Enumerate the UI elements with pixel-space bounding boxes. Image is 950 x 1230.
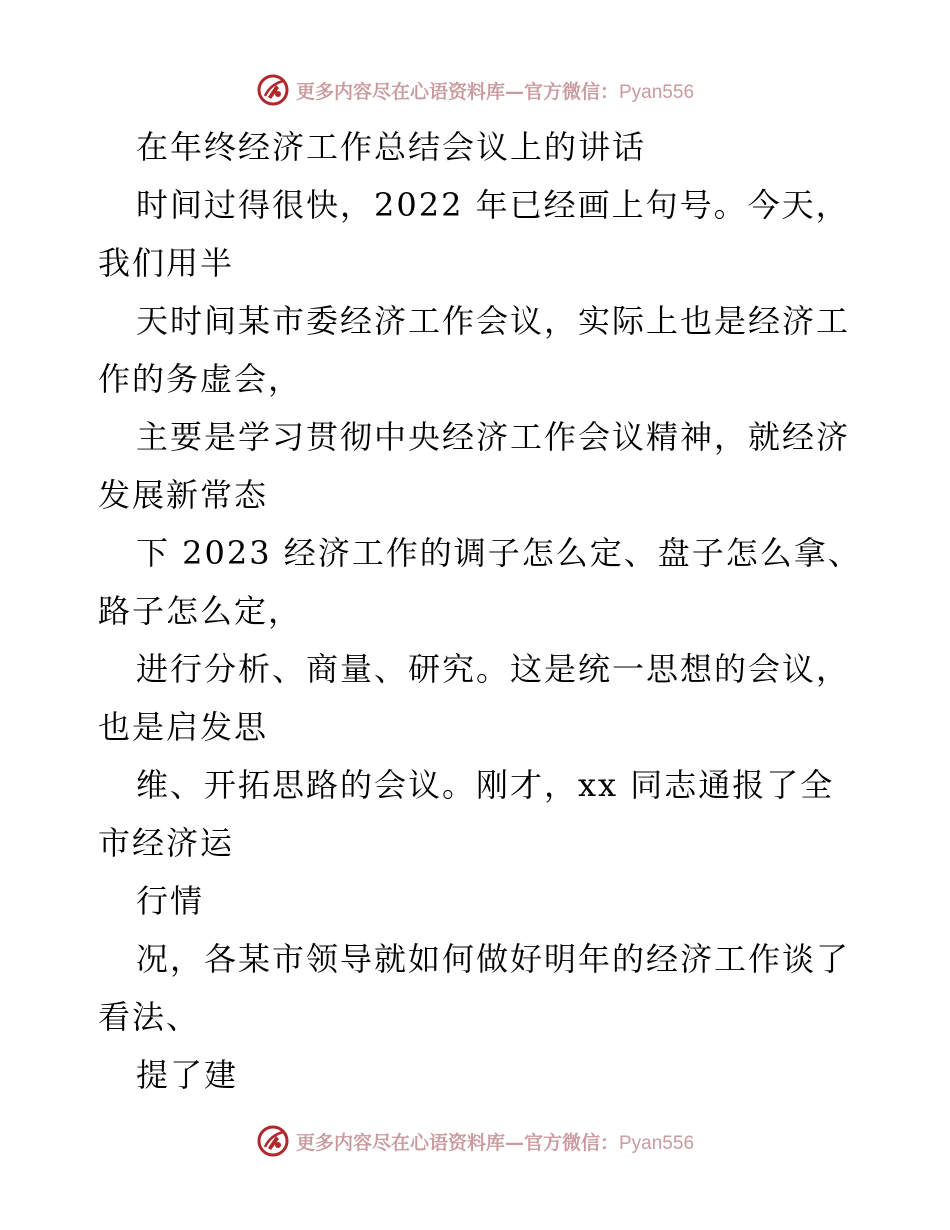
text-line: 提了建 [136,1056,239,1094]
banner-slogan: 更多内容尽在心语资料库 [295,1131,505,1154]
text-line: 主要是学习贯彻中央经济工作会议精神，就经济 [136,418,851,456]
document-title: 在年终经济工作总结会议上的讲话 [136,128,647,166]
text-line: 看法、 [98,998,201,1036]
document-body [98,118,862,1104]
footer-banner [0,1121,950,1161]
banner-wechat-id: Pyan556 [619,81,695,103]
banner-text [296,77,694,104]
text-line: 也是启发思 [98,708,269,746]
text-line: 市经济运 [98,824,235,862]
text-line: 进行分析、商量、研究。这是统一思想的会议， [136,650,851,688]
banner-text [296,1128,694,1155]
text-line: 行情 [136,882,205,920]
text-line: 作的务虚会， [98,360,303,398]
library-logo-icon [256,73,290,107]
banner-dash: — [504,80,524,103]
library-logo-icon [256,1124,290,1158]
header-banner [0,70,950,110]
text-line: 下 2023 经济工作的调子怎么定、盘子怎么拿、 [136,534,862,572]
banner-contact: 官方微信： [523,1131,619,1154]
banner-dash: — [504,1131,524,1154]
banner-wechat-id: Pyan556 [619,1132,695,1154]
text-line: 路子怎么定， [98,592,303,630]
text-line: 况，各某市领导就如何做好明年的经济工作谈了 [136,940,851,978]
text-line: 发展新常态 [98,476,269,514]
banner-contact: 官方微信： [523,80,619,103]
banner-slogan: 更多内容尽在心语资料库 [295,80,505,103]
text-line: 我们用半 [98,244,235,282]
text-line: 天时间某市委经济工作会议，实际上也是经济工 [136,302,851,340]
text-line: 时间过得很快，2022 年已经画上句号。今天， [136,186,850,224]
text-line: 维、开拓思路的会议。刚才，xx 同志通报了全 [136,766,835,804]
